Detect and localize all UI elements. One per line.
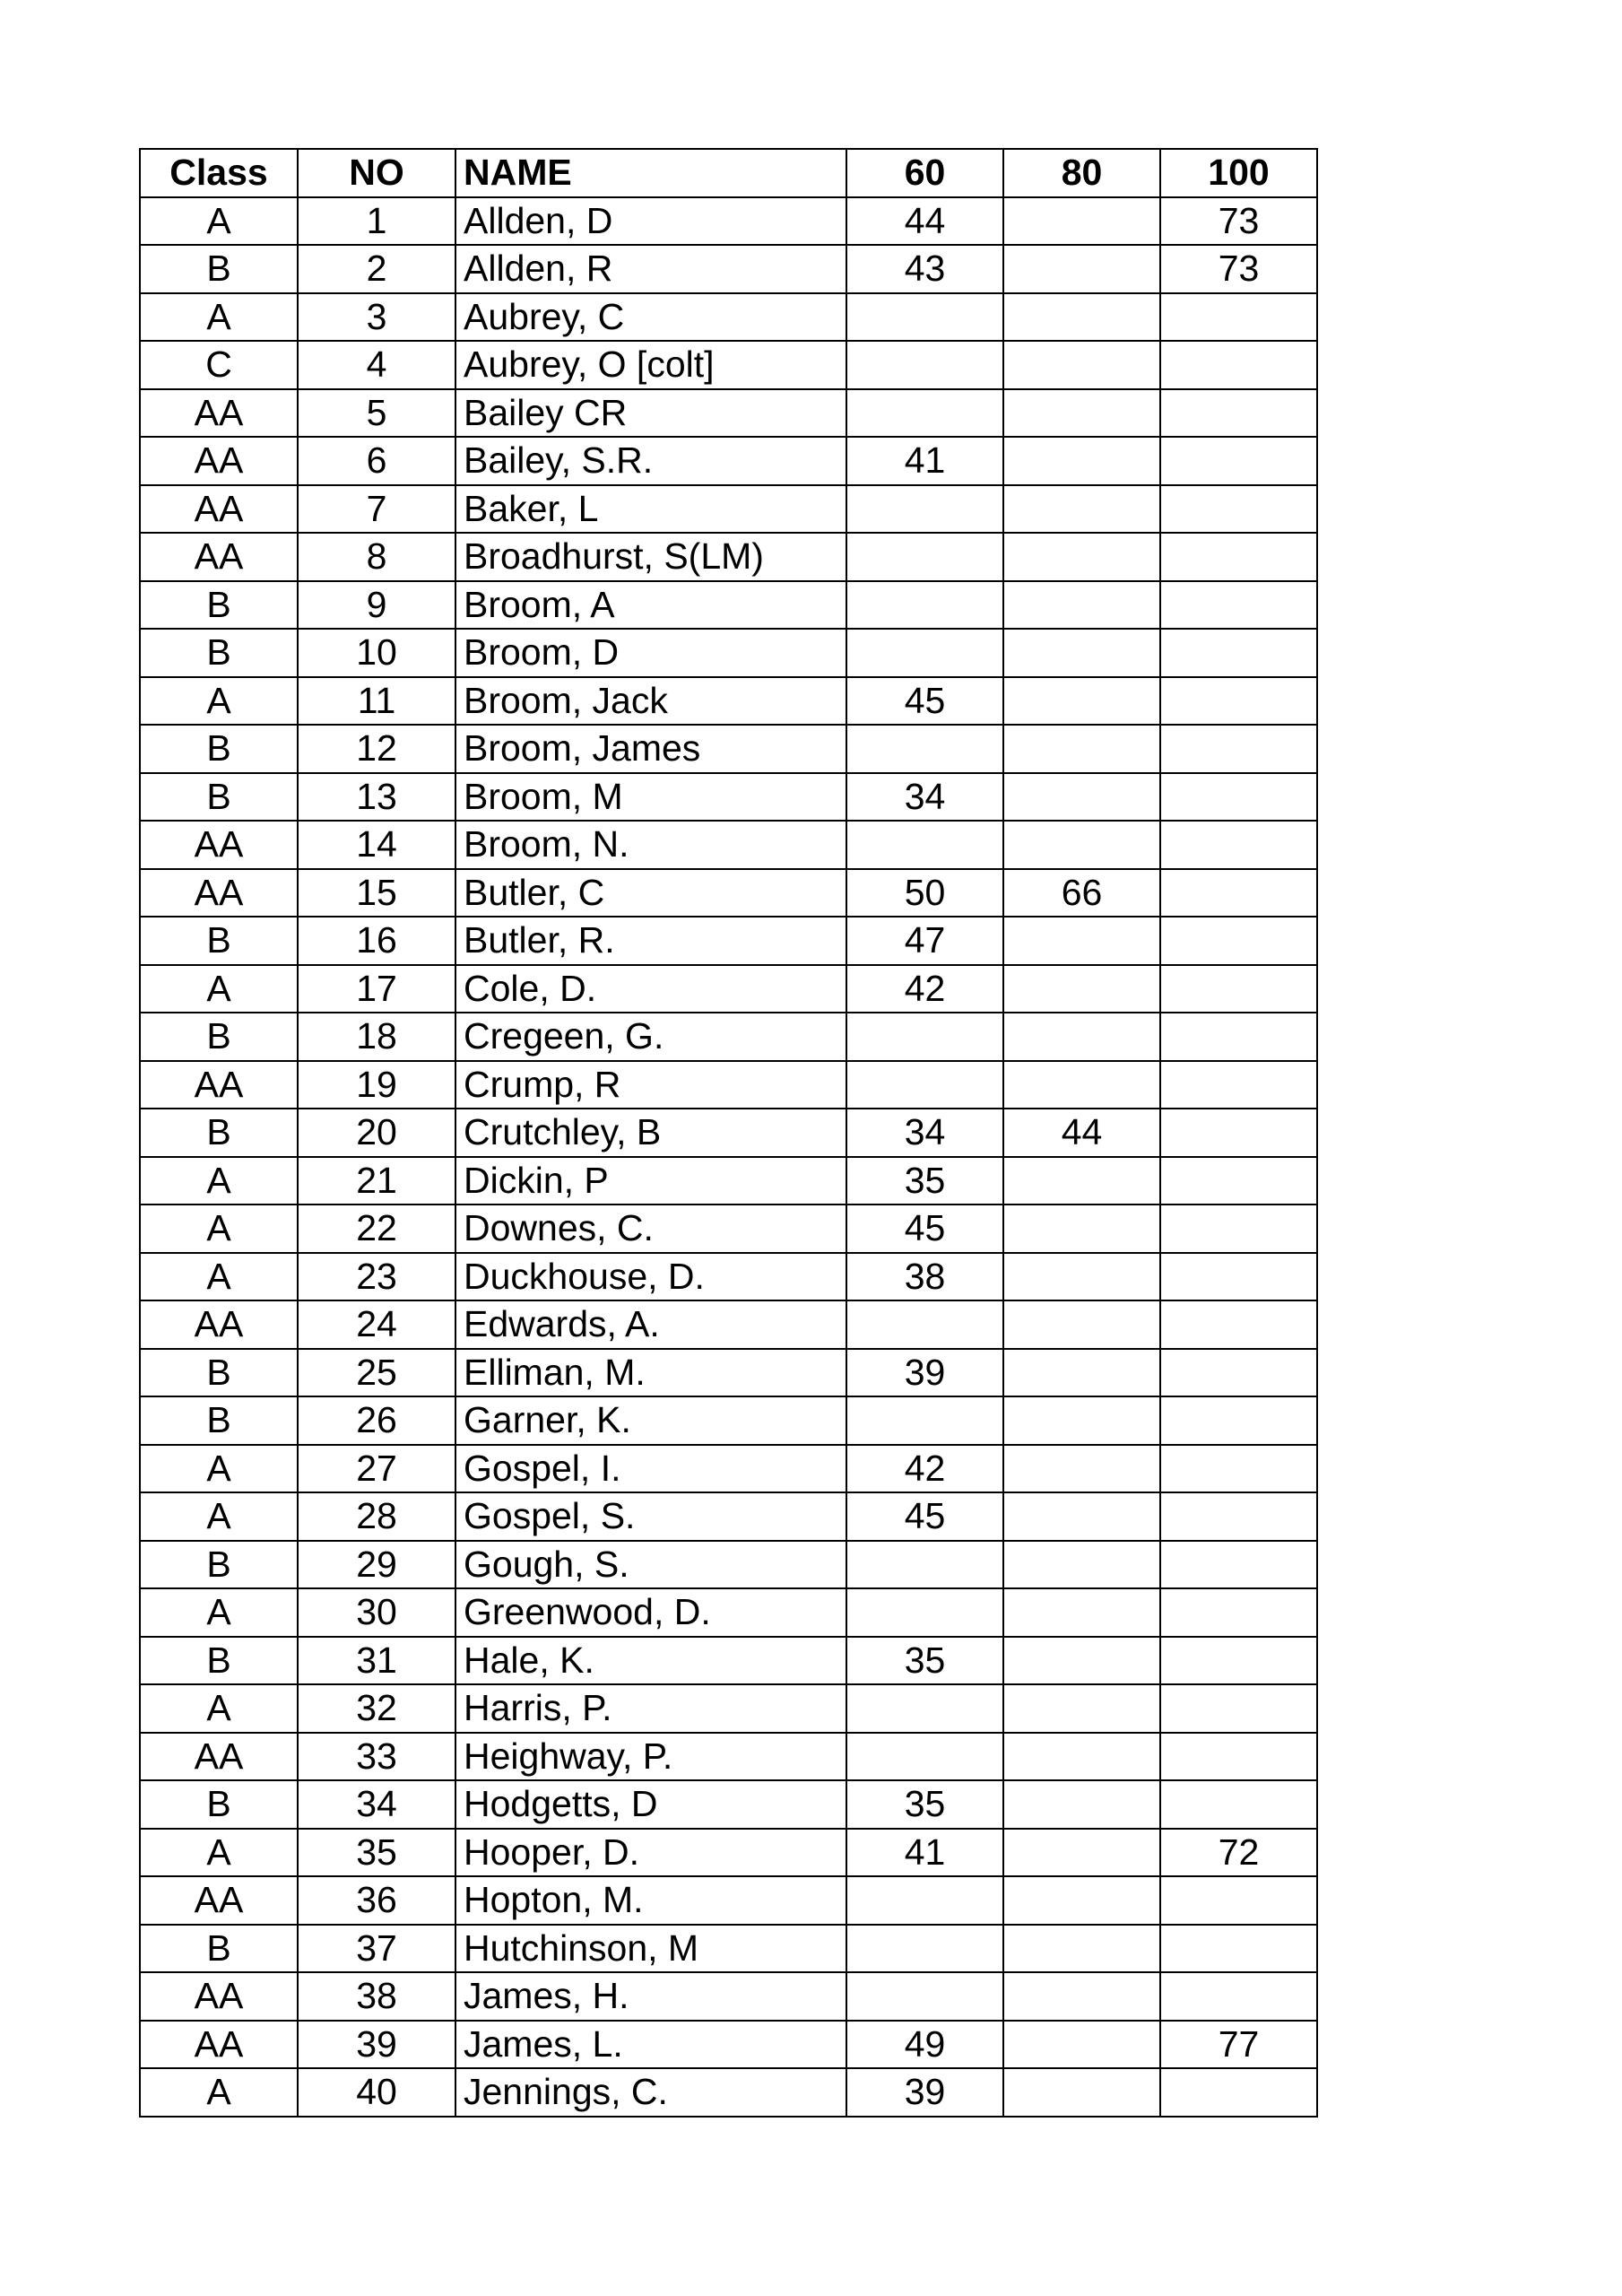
cell-class: A — [140, 1684, 298, 1733]
cell-score-100 — [1160, 389, 1317, 438]
cell-name: Broom, M — [455, 773, 846, 822]
cell-name: Broom, James — [455, 725, 846, 773]
cell-score-80 — [1003, 1396, 1160, 1445]
cell-name: Aubrey, O [colt] — [455, 341, 846, 389]
cell-name: Dickin, P — [455, 1157, 846, 1205]
cell-score-80 — [1003, 2068, 1160, 2117]
cell-score-100 — [1160, 1253, 1317, 1301]
cell-score-100: 73 — [1160, 197, 1317, 246]
cell-name: Hooper, D. — [455, 1829, 846, 1877]
table-row — [140, 1876, 1317, 1925]
table-row — [140, 1829, 1317, 1877]
table-row — [140, 869, 1317, 918]
cell-score-80 — [1003, 1253, 1160, 1301]
cell-no: 25 — [298, 1349, 455, 1397]
cell-name: Allden, D — [455, 197, 846, 246]
cell-score-80 — [1003, 773, 1160, 822]
cell-class: B — [140, 629, 298, 677]
cell-score-100 — [1160, 965, 1317, 1013]
cell-class: A — [140, 197, 298, 246]
cell-score-80 — [1003, 1205, 1160, 1253]
cell-class: AA — [140, 1972, 298, 2021]
cell-score-60 — [846, 1972, 1003, 2021]
cell-no: 2 — [298, 245, 455, 293]
cell-name: Allden, R — [455, 245, 846, 293]
cell-name: Broom, N. — [455, 821, 846, 869]
cell-no: 39 — [298, 2021, 455, 2069]
cell-class: A — [140, 965, 298, 1013]
cell-score-80 — [1003, 485, 1160, 534]
cell-score-80 — [1003, 2021, 1160, 2069]
cell-score-80 — [1003, 725, 1160, 773]
cell-class: AA — [140, 1061, 298, 1109]
cell-score-100 — [1160, 1396, 1317, 1445]
cell-score-100 — [1160, 1637, 1317, 1685]
cell-score-60 — [846, 341, 1003, 389]
cell-score-60: 49 — [846, 2021, 1003, 2069]
table-row — [140, 533, 1317, 581]
cell-class: A — [140, 677, 298, 726]
header-100: 100 — [1160, 149, 1317, 197]
cell-no: 24 — [298, 1300, 455, 1349]
cell-score-80 — [1003, 629, 1160, 677]
cell-score-60: 41 — [846, 437, 1003, 485]
cell-no: 30 — [298, 1588, 455, 1637]
cell-score-80 — [1003, 389, 1160, 438]
header-class: Class — [140, 149, 298, 197]
cell-class: B — [140, 1780, 298, 1829]
cell-name: Bailey, S.R. — [455, 437, 846, 485]
cell-name: Aubrey, C — [455, 293, 846, 342]
cell-class: B — [140, 1925, 298, 1973]
cell-score-80 — [1003, 245, 1160, 293]
cell-no: 16 — [298, 917, 455, 965]
cell-score-60 — [846, 1876, 1003, 1925]
cell-no: 3 — [298, 293, 455, 342]
cell-score-80 — [1003, 437, 1160, 485]
cell-no: 33 — [298, 1733, 455, 1781]
cell-score-100 — [1160, 437, 1317, 485]
cell-score-80 — [1003, 1876, 1160, 1925]
cell-name: Jennings, C. — [455, 2068, 846, 2117]
cell-no: 8 — [298, 533, 455, 581]
cell-class: B — [140, 725, 298, 773]
table-row — [140, 1396, 1317, 1445]
cell-class: B — [140, 1396, 298, 1445]
cell-no: 11 — [298, 677, 455, 726]
cell-name: Butler, R. — [455, 917, 846, 965]
table-row — [140, 437, 1317, 485]
cell-name: Crump, R — [455, 1061, 846, 1109]
cell-score-80 — [1003, 581, 1160, 630]
cell-score-100 — [1160, 821, 1317, 869]
cell-score-100 — [1160, 1492, 1317, 1541]
cell-class: B — [140, 1637, 298, 1685]
cell-score-100 — [1160, 1876, 1317, 1925]
cell-no: 14 — [298, 821, 455, 869]
cell-name: Broadhurst, S(LM) — [455, 533, 846, 581]
cell-no: 22 — [298, 1205, 455, 1253]
cell-score-80 — [1003, 1972, 1160, 2021]
cell-name: Edwards, A. — [455, 1300, 846, 1349]
cell-score-100 — [1160, 2068, 1317, 2117]
cell-score-60: 42 — [846, 965, 1003, 1013]
table-row — [140, 1684, 1317, 1733]
cell-score-100 — [1160, 917, 1317, 965]
cell-score-100 — [1160, 725, 1317, 773]
cell-score-60 — [846, 1300, 1003, 1349]
cell-class: B — [140, 1349, 298, 1397]
cell-score-100 — [1160, 341, 1317, 389]
cell-class: A — [140, 1829, 298, 1877]
cell-score-80 — [1003, 917, 1160, 965]
table-row — [140, 1925, 1317, 1973]
cell-score-100: 72 — [1160, 1829, 1317, 1877]
cell-score-80 — [1003, 1445, 1160, 1493]
cell-score-100 — [1160, 1349, 1317, 1397]
cell-class: B — [140, 1013, 298, 1061]
header-80: 80 — [1003, 149, 1160, 197]
cell-name: Downes, C. — [455, 1205, 846, 1253]
cell-score-60: 39 — [846, 1349, 1003, 1397]
cell-score-80 — [1003, 1157, 1160, 1205]
cell-score-100 — [1160, 1300, 1317, 1349]
cell-name: Duckhouse, D. — [455, 1253, 846, 1301]
cell-score-60 — [846, 1061, 1003, 1109]
cell-name: Harris, P. — [455, 1684, 846, 1733]
cell-name: Hutchinson, M — [455, 1925, 846, 1973]
cell-name: Heighway, P. — [455, 1733, 846, 1781]
cell-score-100 — [1160, 1445, 1317, 1493]
cell-score-80 — [1003, 197, 1160, 246]
cell-class: A — [140, 1157, 298, 1205]
cell-class: B — [140, 773, 298, 822]
cell-score-100 — [1160, 1972, 1317, 2021]
table-row — [140, 629, 1317, 677]
cell-class: AA — [140, 1300, 298, 1349]
cell-class: AA — [140, 821, 298, 869]
cell-no: 38 — [298, 1972, 455, 2021]
cell-class: AA — [140, 1876, 298, 1925]
cell-class: A — [140, 1588, 298, 1637]
table-row — [140, 1733, 1317, 1781]
table-row — [140, 1300, 1317, 1349]
table-row — [140, 1972, 1317, 2021]
cell-class: C — [140, 341, 298, 389]
cell-no: 5 — [298, 389, 455, 438]
cell-score-60: 35 — [846, 1637, 1003, 1685]
cell-no: 1 — [298, 197, 455, 246]
cell-score-100 — [1160, 1733, 1317, 1781]
cell-score-60: 43 — [846, 245, 1003, 293]
cell-score-60: 47 — [846, 917, 1003, 965]
table-row — [140, 1541, 1317, 1589]
cell-score-100 — [1160, 1205, 1317, 1253]
cell-score-100 — [1160, 1925, 1317, 1973]
cell-score-80 — [1003, 1637, 1160, 1685]
table-row — [140, 917, 1317, 965]
cell-score-60: 44 — [846, 197, 1003, 246]
table-row — [140, 773, 1317, 822]
cell-no: 17 — [298, 965, 455, 1013]
cell-score-100 — [1160, 1588, 1317, 1637]
cell-no: 20 — [298, 1109, 455, 1157]
cell-score-100 — [1160, 293, 1317, 342]
cell-score-60 — [846, 1396, 1003, 1445]
cell-class: A — [140, 1492, 298, 1541]
cell-score-100: 77 — [1160, 2021, 1317, 2069]
cell-class: B — [140, 1109, 298, 1157]
cell-score-80 — [1003, 1013, 1160, 1061]
cell-name: Greenwood, D. — [455, 1588, 846, 1637]
header-row — [140, 149, 1317, 197]
cell-class: A — [140, 293, 298, 342]
cell-no: 18 — [298, 1013, 455, 1061]
table-row — [140, 1637, 1317, 1685]
cell-class: AA — [140, 533, 298, 581]
cell-score-100 — [1160, 1157, 1317, 1205]
cell-score-80 — [1003, 1061, 1160, 1109]
table-row — [140, 389, 1317, 438]
table-row — [140, 1780, 1317, 1829]
cell-score-100 — [1160, 1109, 1317, 1157]
cell-score-100 — [1160, 1013, 1317, 1061]
cell-name: Broom, Jack — [455, 677, 846, 726]
cell-score-100 — [1160, 677, 1317, 726]
cell-name: Hale, K. — [455, 1637, 846, 1685]
cell-score-100 — [1160, 1780, 1317, 1829]
header-60: 60 — [846, 149, 1003, 197]
cell-score-60: 50 — [846, 869, 1003, 918]
cell-name: Hodgetts, D — [455, 1780, 846, 1829]
cell-no: 6 — [298, 437, 455, 485]
cell-score-80 — [1003, 1829, 1160, 1877]
cell-name: Gospel, I. — [455, 1445, 846, 1493]
cell-no: 10 — [298, 629, 455, 677]
cell-class: B — [140, 1541, 298, 1589]
cell-score-60: 35 — [846, 1157, 1003, 1205]
cell-no: 15 — [298, 869, 455, 918]
cell-score-80 — [1003, 293, 1160, 342]
table-row — [140, 1445, 1317, 1493]
cell-score-60: 45 — [846, 1205, 1003, 1253]
cell-score-60: 45 — [846, 677, 1003, 726]
cell-name: Garner, K. — [455, 1396, 846, 1445]
table-row — [140, 1253, 1317, 1301]
cell-class: B — [140, 917, 298, 965]
cell-name: Baker, L — [455, 485, 846, 534]
cell-score-60 — [846, 1733, 1003, 1781]
cell-class: AA — [140, 485, 298, 534]
cell-no: 36 — [298, 1876, 455, 1925]
cell-score-80 — [1003, 1349, 1160, 1397]
cell-no: 26 — [298, 1396, 455, 1445]
cell-no: 23 — [298, 1253, 455, 1301]
cell-score-60 — [846, 1013, 1003, 1061]
header-no: NO — [298, 149, 455, 197]
table-row — [140, 197, 1317, 246]
cell-score-80 — [1003, 533, 1160, 581]
cell-class: A — [140, 1445, 298, 1493]
cell-score-100 — [1160, 773, 1317, 822]
cell-score-80 — [1003, 341, 1160, 389]
cell-score-100 — [1160, 629, 1317, 677]
cell-score-100 — [1160, 869, 1317, 918]
cell-no: 40 — [298, 2068, 455, 2117]
cell-score-80 — [1003, 1300, 1160, 1349]
cell-score-80 — [1003, 1492, 1160, 1541]
cell-class: B — [140, 245, 298, 293]
table-row — [140, 485, 1317, 534]
cell-score-80 — [1003, 1925, 1160, 1973]
table-row — [140, 677, 1317, 726]
table-row — [140, 1013, 1317, 1061]
cell-score-80 — [1003, 1780, 1160, 1829]
cell-name: Gough, S. — [455, 1541, 846, 1589]
cell-score-60 — [846, 1541, 1003, 1589]
cell-score-60 — [846, 293, 1003, 342]
cell-score-60 — [846, 725, 1003, 773]
table-row — [140, 821, 1317, 869]
cell-no: 35 — [298, 1829, 455, 1877]
cell-score-60 — [846, 485, 1003, 534]
header-name: NAME — [455, 149, 846, 197]
cell-score-60 — [846, 1588, 1003, 1637]
cell-score-60 — [846, 821, 1003, 869]
table-row — [140, 1349, 1317, 1397]
cell-no: 7 — [298, 485, 455, 534]
cell-score-80 — [1003, 965, 1160, 1013]
cell-class: A — [140, 1205, 298, 1253]
cell-score-60: 41 — [846, 1829, 1003, 1877]
cell-no: 12 — [298, 725, 455, 773]
cell-name: James, L. — [455, 2021, 846, 2069]
table-row — [140, 2068, 1317, 2117]
cell-score-80 — [1003, 1588, 1160, 1637]
table-row — [140, 1157, 1317, 1205]
score-table — [139, 148, 1318, 2118]
cell-class: AA — [140, 437, 298, 485]
table-row — [140, 725, 1317, 773]
cell-class: AA — [140, 869, 298, 918]
table-row — [140, 1109, 1317, 1157]
cell-score-60 — [846, 581, 1003, 630]
cell-no: 19 — [298, 1061, 455, 1109]
cell-class: AA — [140, 389, 298, 438]
cell-score-60: 45 — [846, 1492, 1003, 1541]
table-body — [140, 197, 1317, 2117]
cell-score-60 — [846, 1925, 1003, 1973]
cell-score-60: 38 — [846, 1253, 1003, 1301]
table-row — [140, 2021, 1317, 2069]
cell-score-60: 39 — [846, 2068, 1003, 2117]
cell-name: Cregeen, G. — [455, 1013, 846, 1061]
cell-score-80 — [1003, 1733, 1160, 1781]
cell-score-100 — [1160, 1541, 1317, 1589]
cell-no: 31 — [298, 1637, 455, 1685]
cell-score-80: 66 — [1003, 869, 1160, 918]
table-row — [140, 1205, 1317, 1253]
cell-name: Butler, C — [455, 869, 846, 918]
cell-class: AA — [140, 2021, 298, 2069]
cell-no: 13 — [298, 773, 455, 822]
cell-no: 34 — [298, 1780, 455, 1829]
table-row — [140, 1061, 1317, 1109]
cell-score-60 — [846, 389, 1003, 438]
table-row — [140, 965, 1317, 1013]
cell-score-60 — [846, 629, 1003, 677]
table-row — [140, 581, 1317, 630]
cell-score-100 — [1160, 1061, 1317, 1109]
cell-score-80 — [1003, 677, 1160, 726]
cell-score-80 — [1003, 821, 1160, 869]
table-row — [140, 1588, 1317, 1637]
cell-no: 29 — [298, 1541, 455, 1589]
cell-name: Bailey CR — [455, 389, 846, 438]
cell-name: Gospel, S. — [455, 1492, 846, 1541]
cell-score-100 — [1160, 1684, 1317, 1733]
table-row — [140, 341, 1317, 389]
cell-score-60: 34 — [846, 773, 1003, 822]
cell-score-60: 34 — [846, 1109, 1003, 1157]
cell-class: A — [140, 1253, 298, 1301]
cell-no: 27 — [298, 1445, 455, 1493]
cell-score-100 — [1160, 533, 1317, 581]
cell-name: Hopton, M. — [455, 1876, 846, 1925]
table-row — [140, 1492, 1317, 1541]
cell-class: B — [140, 581, 298, 630]
cell-class: A — [140, 2068, 298, 2117]
cell-no: 32 — [298, 1684, 455, 1733]
cell-score-80: 44 — [1003, 1109, 1160, 1157]
cell-score-60 — [846, 1684, 1003, 1733]
cell-name: Cole, D. — [455, 965, 846, 1013]
cell-no: 37 — [298, 1925, 455, 1973]
cell-no: 4 — [298, 341, 455, 389]
cell-score-80 — [1003, 1541, 1160, 1589]
cell-score-100: 73 — [1160, 245, 1317, 293]
cell-no: 28 — [298, 1492, 455, 1541]
cell-no: 9 — [298, 581, 455, 630]
table-row — [140, 293, 1317, 342]
cell-class: AA — [140, 1733, 298, 1781]
cell-name: James, H. — [455, 1972, 846, 2021]
cell-no: 21 — [298, 1157, 455, 1205]
cell-name: Broom, D — [455, 629, 846, 677]
cell-score-100 — [1160, 485, 1317, 534]
cell-score-60: 42 — [846, 1445, 1003, 1493]
cell-score-60: 35 — [846, 1780, 1003, 1829]
cell-score-80 — [1003, 1684, 1160, 1733]
table-row — [140, 245, 1317, 293]
cell-name: Crutchley, B — [455, 1109, 846, 1157]
cell-name: Elliman, M. — [455, 1349, 846, 1397]
cell-score-100 — [1160, 581, 1317, 630]
cell-score-60 — [846, 533, 1003, 581]
cell-name: Broom, A — [455, 581, 846, 630]
